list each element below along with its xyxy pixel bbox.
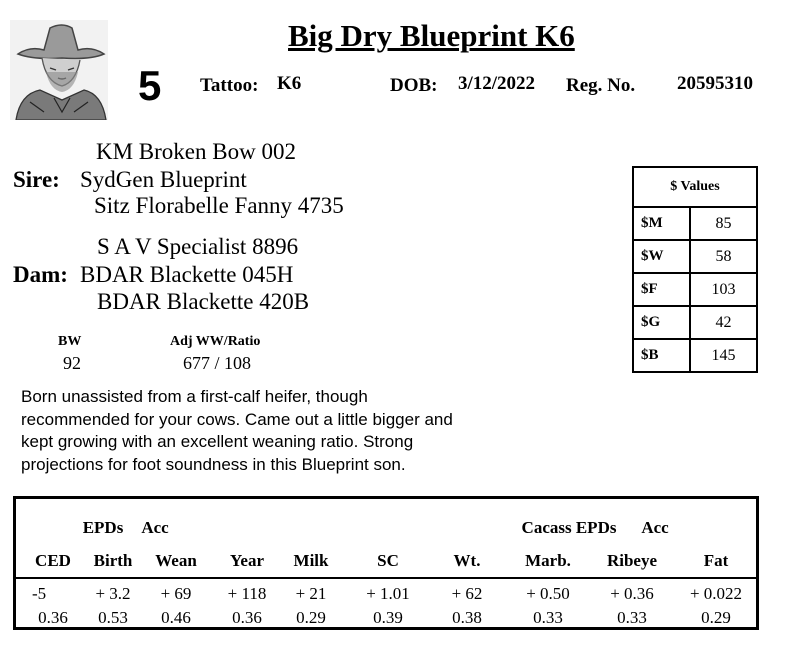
carcass-group-label: Cacass EPDs bbox=[521, 518, 617, 537]
epd-column-header: Year bbox=[230, 551, 264, 570]
epd-column-header: Wean bbox=[155, 551, 197, 570]
epd-column-header: Marb. bbox=[525, 551, 571, 570]
epd-value: -5 bbox=[32, 584, 47, 603]
index-value: 58 bbox=[690, 240, 757, 273]
animal-name-title: Big Dry Blueprint K6 bbox=[288, 18, 575, 53]
index-value: 42 bbox=[690, 306, 757, 339]
index-value: 103 bbox=[690, 273, 757, 306]
reg-no-label: Reg. No. bbox=[566, 75, 636, 96]
dollar-values-title: $ Values bbox=[633, 167, 757, 207]
dam-label: Dam: bbox=[13, 262, 68, 287]
index-label: $G bbox=[633, 306, 690, 339]
table-row bbox=[633, 273, 757, 306]
table-row bbox=[633, 339, 757, 372]
epd-divider bbox=[16, 577, 756, 579]
epd-accuracy: 0.39 bbox=[373, 608, 403, 627]
epd-value: + 0.36 bbox=[610, 584, 654, 603]
tattoo-label: Tattoo: bbox=[200, 75, 259, 96]
epd-accuracy: 0.46 bbox=[161, 608, 191, 627]
epd-column-header: SC bbox=[377, 551, 399, 570]
reg-no-value: 20595310 bbox=[677, 73, 753, 94]
epd-value: + 69 bbox=[160, 584, 192, 603]
index-label: $M bbox=[633, 207, 690, 240]
bw-label: BW bbox=[58, 334, 82, 349]
epd-group-acc: Acc bbox=[141, 518, 169, 537]
ww-value: 677 / 108 bbox=[183, 353, 252, 373]
epd-value: + 3.2 bbox=[95, 584, 131, 603]
epd-accuracy: 0.33 bbox=[533, 608, 563, 627]
epd-value: + 62 bbox=[451, 584, 483, 603]
epd-accuracy: 0.38 bbox=[452, 608, 482, 627]
dam-sire: S A V Specialist 8896 bbox=[97, 234, 299, 259]
index-value: 85 bbox=[690, 207, 757, 240]
dam-dam: BDAR Blackette 420B bbox=[97, 289, 310, 314]
epd-accuracy: 0.29 bbox=[296, 608, 326, 627]
epd-value: + 1.01 bbox=[366, 584, 410, 603]
epd-column-header: Ribeye bbox=[606, 551, 658, 570]
epd-value: + 21 bbox=[295, 584, 327, 603]
index-label: $F bbox=[633, 273, 690, 306]
sire-label: Sire: bbox=[13, 167, 60, 192]
epd-value: + 0.022 bbox=[689, 584, 743, 603]
epd-accuracy: 0.53 bbox=[98, 608, 128, 627]
epd-value: + 118 bbox=[227, 584, 267, 603]
table-row bbox=[633, 306, 757, 339]
index-label: $B bbox=[633, 339, 690, 372]
index-label: $W bbox=[633, 240, 690, 273]
cowboy-logo-icon bbox=[10, 20, 108, 120]
epd-accuracy: 0.36 bbox=[232, 608, 262, 627]
animal-description: Born unassisted from a first-calf heifer, though recommended for your cows. Came out a little bigger and kept growing with an excellent weaning ratio. Strong projections for foot soundness in this Blueprint son. bbox=[21, 387, 453, 474]
epd-accuracy: 0.33 bbox=[617, 608, 647, 627]
epd-value: + 0.50 bbox=[526, 584, 570, 603]
carcass-group-acc: Acc bbox=[641, 518, 669, 537]
epd-accuracy: 0.36 bbox=[38, 608, 68, 627]
dob-label: DOB: bbox=[390, 75, 438, 96]
dollar-values-table bbox=[632, 166, 758, 373]
lot-number: 5 bbox=[138, 62, 162, 109]
epd-column-header: Wt. bbox=[453, 551, 481, 570]
epd-group-label: EPDs bbox=[82, 518, 124, 537]
epd-column-header: Fat bbox=[703, 551, 729, 570]
bw-value: 92 bbox=[63, 353, 81, 373]
sire-sire: KM Broken Bow 002 bbox=[96, 139, 296, 164]
table-row bbox=[633, 240, 757, 273]
index-value: 145 bbox=[690, 339, 757, 372]
table-row bbox=[633, 207, 757, 240]
dob-value: 3/12/2022 bbox=[458, 73, 536, 94]
ww-label: Adj WW/Ratio bbox=[170, 334, 261, 349]
epd-column-header: Birth bbox=[93, 551, 133, 570]
epd-column-header: CED bbox=[35, 551, 71, 570]
dam-name: BDAR Blackette 045H bbox=[80, 262, 294, 287]
epd-accuracy: 0.29 bbox=[701, 608, 731, 627]
epd-table bbox=[13, 496, 759, 630]
sire-name: SydGen Blueprint bbox=[80, 167, 247, 192]
tattoo-value: K6 bbox=[277, 73, 302, 94]
epd-column-header: Milk bbox=[293, 551, 329, 570]
sire-dam: Sitz Florabelle Fanny 4735 bbox=[94, 193, 344, 218]
